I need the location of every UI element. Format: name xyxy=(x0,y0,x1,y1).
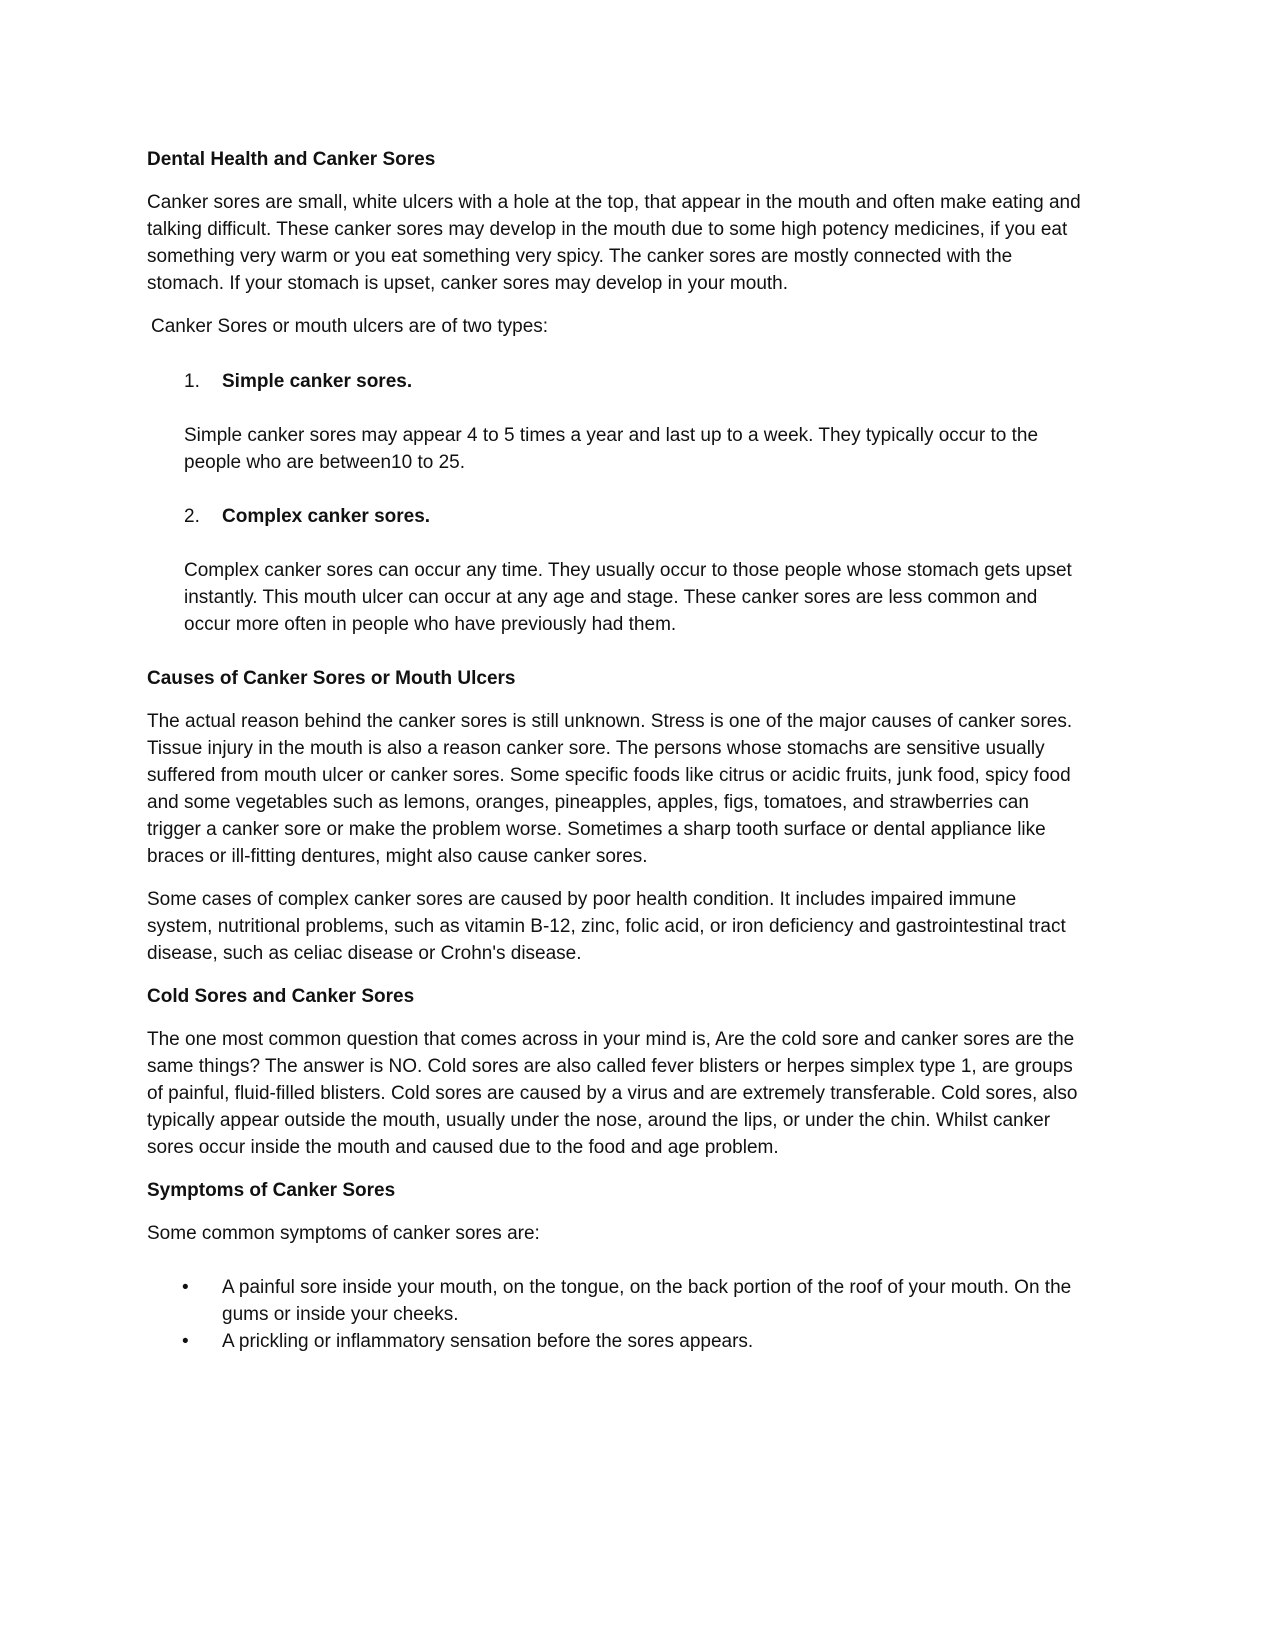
type-item-simple xyxy=(147,368,1085,395)
causes-paragraph: Some cases of complex canker sores are caused by poor health condition. It includes impaired immune system, nutritional problems, such as vitamin B-12, zinc, folic acid, or iron deficiency and gastrointestinal tract disease, such as celiac disease or Crohn's disease. xyxy=(147,889,1066,964)
bullet-icon: • xyxy=(182,1331,189,1352)
type-item-complex xyxy=(147,503,1085,530)
types-intro: Canker Sores or mouth ulcers are of two types: xyxy=(151,316,549,337)
list-item xyxy=(147,1274,1085,1328)
list-number: 1. xyxy=(184,371,200,392)
document-title: Dental Health and Canker Sores xyxy=(147,149,436,170)
causes-heading: Causes of Canker Sores or Mouth Ulcers xyxy=(147,668,516,689)
symptom-text: A prickling or inflammatory sensation before the sores appears. xyxy=(222,1331,754,1352)
type-description: Complex canker sores can occur any time. They usually occur to those people whose stomach gets upset instantly. This mouth ulcer can occur at any age and stage. These canker sores are less common and occur more often in people who have previously had them. xyxy=(184,560,1072,635)
symptoms-intro: Some common symptoms of canker sores are: xyxy=(147,1223,540,1244)
symptoms-list xyxy=(147,1274,1085,1355)
type-title: Simple canker sores. xyxy=(222,371,413,392)
bullet-icon: • xyxy=(182,1277,189,1298)
symptoms-heading: Symptoms of Canker Sores xyxy=(147,1180,396,1201)
list-number: 2. xyxy=(184,506,200,527)
intro-paragraph: Canker sores are small, white ulcers with a hole at the top, that appear in the mouth and often make eating and talking difficult. These canker sores may develop in the mouth due to some high potency medicines, if you eat something very warm or you eat something very spicy. The canker sores are mostly connected with the stomach. If your stomach is upset, canker sores may develop in your mouth. xyxy=(147,192,1081,294)
list-item xyxy=(147,1328,1085,1355)
cold-sores-paragraph: The one most common question that comes across in your mind is, Are the cold sore and canker sores are the same things? The answer is NO. Cold sores are also called fever blisters or herpes simplex type 1, are groups of painful, fluid-filled blisters. Cold sores are caused by a virus and are extremely transferable. Cold sores, also typically appear outside the mouth, usually under the nose, around the lips, or under the chin. Whilst canker sores occur inside the mouth and caused due to the food and age problem. xyxy=(147,1029,1078,1158)
type-description: Simple canker sores may appear 4 to 5 times a year and last up to a week. They typically occur to the people who are between10 to 25. xyxy=(184,425,1039,473)
cold-sores-heading: Cold Sores and Canker Sores xyxy=(147,986,415,1007)
symptom-text: A painful sore inside your mouth, on the tongue, on the back portion of the roof of your mouth. On the gums or inside your cheeks. xyxy=(222,1277,1072,1325)
type-title: Complex canker sores. xyxy=(222,506,431,527)
causes-paragraph: The actual reason behind the canker sores is still unknown. Stress is one of the major causes of canker sores. Tissue injury in the mouth is also a reason canker sore. The persons whose stomachs are sensitive usually suffered from mouth ulcer or canker sores. Some specific foods like citrus or acidic fruits, junk food, spicy food and some vegetables such as lemons, oranges, pineapples, apples, figs, tomatoes, and strawberries can trigger a canker sore or make the problem worse. Sometimes a sharp tooth surface or dental appliance like braces or ill-fitting dentures, might also cause canker sores. xyxy=(147,711,1073,867)
